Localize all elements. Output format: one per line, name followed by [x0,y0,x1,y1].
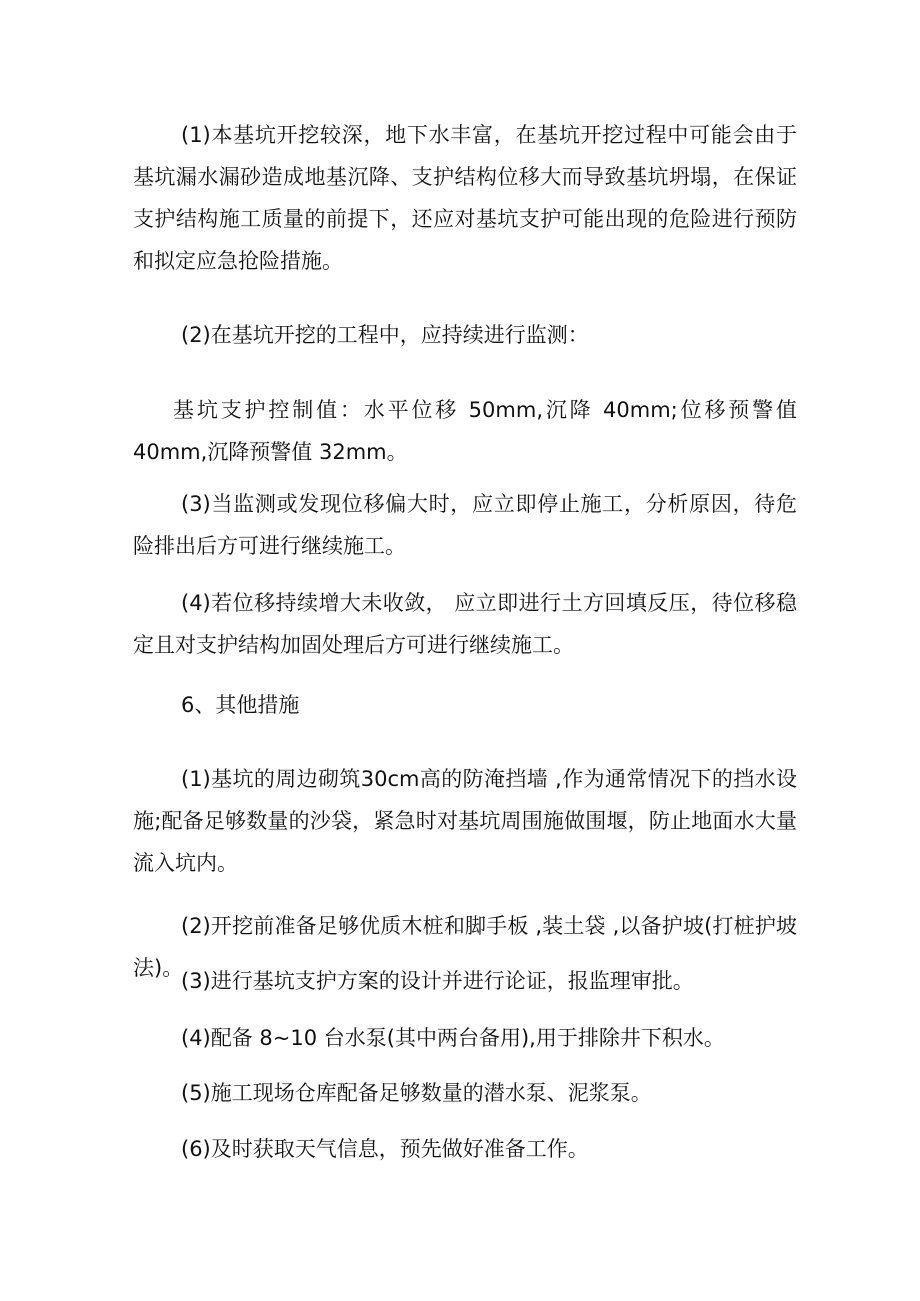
paragraph-flood-wall: (1)基坑的周边砌筑30cm高的防淹挡墙 ,作为通常情况下的挡水设施;配备足够数量的沙袋，紧急时对基坑周围施做围堰，防止地面水大量流入坑内。 [133,767,797,875]
paragraph-displacement-increase: (4)若位移持续增大未收敛， 应立即进行土方回填反压，待位移稳定且对支护结构加固处理后方可进行继续施工。 [133,591,797,657]
paragraph-timber-piles: (2)开挖前准备足够优质木桩和脚手板 ,装土袋 ,以备护坡(打桩护坡法)。 [133,914,797,980]
paragraph-warehouse-pumps: (5)施工现场仓库配备足够数量的潜水泵、泥浆泵。 [181,1081,652,1105]
paragraph-control-values: 基坑支护控制值：水平位移 50mm,沉降 40mm;位移预警值 40mm,沉降预警值 32mm。 [133,398,797,464]
section-heading-other-measures: 6、其他措施 [181,693,300,717]
paragraph-excavation-risk: (1)本基坑开挖较深，地下水丰富，在基坑开挖过程中可能会由于基坑漏水漏砂造成地基沉降、支护结构位移大而导致基坑坍塌，在保证支护结构施工质量的前提下，还应对基坑支护可能出现的危险进行预防和拟定应急抢险措施。 [133,123,797,273]
paragraph-monitoring: (2)在基坑开挖的工程中，应持续进行监测： [181,323,589,347]
paragraph-water-pumps: (4)配备 8~10 台水泵(其中两台备用),用于排除井下积水。 [181,1026,725,1050]
paragraph-weather-info: (6)及时获取天气信息，预先做好准备工作。 [181,1137,589,1161]
paragraph-displacement-large: (3)当监测或发现位移偏大时，应立即停止施工，分析原因，待危险排出后方可进行继续施工。 [133,492,797,558]
paragraph-design-review: (3)进行基坑支护方案的设计并进行论证，报监理审批。 [181,969,694,993]
